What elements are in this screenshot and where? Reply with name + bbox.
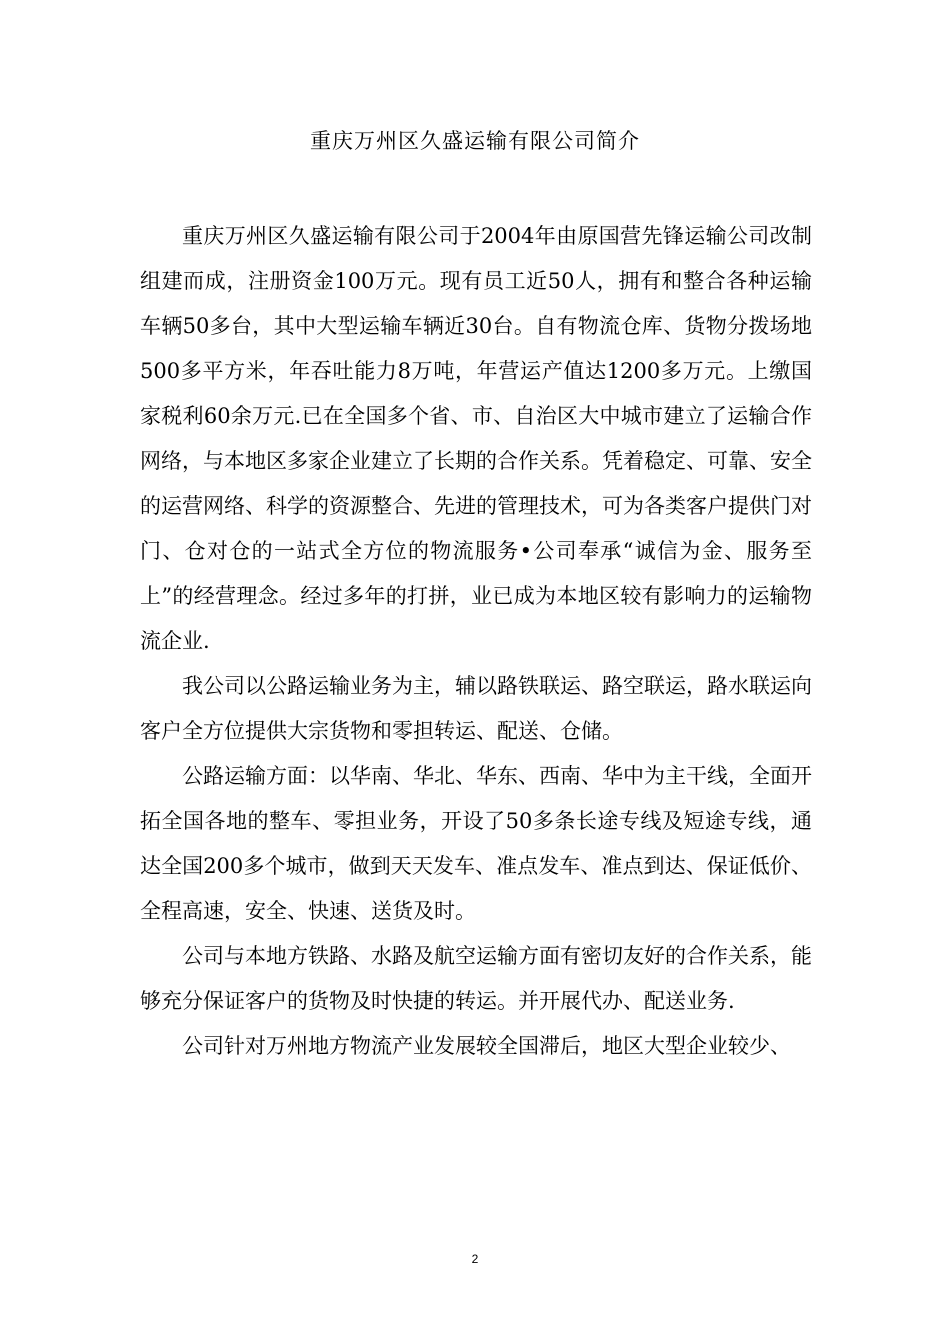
paragraph-business-scope: 我公司以公路运输业务为主，辅以路铁联运、路空联运，路水联运向客户全方位提供大宗货物和零担转运、配送、仓储。 xyxy=(140,674,812,743)
paragraph-local-logistics: 公司针对万州地方物流产业发展较全国滞后，地区大型企业较少、 xyxy=(182,1034,791,1058)
document-body xyxy=(140,214,812,1069)
paragraph-partnerships: 公司与本地方铁路、水路及航空运输方面有密切友好的合作关系，能够充分保证客户的货物及时快捷的转运。并开展代办、配送业务. xyxy=(140,944,812,1013)
paragraph-company-overview: 重庆万州区久盛运输有限公司于2004年由原国营先锋运输公司改制组建而成，注册资金100万元。现有员工近50人，拥有和整合各种运输车辆50多台，其中大型运输车辆近30台。自有物流仓库、货物分拨场地500多平方米，年吞吐能力8万吨，年营运产值达1200多万元。上缴国家税利60余万元.已在全国多个省、市、自治区大中城市建立了运输合作网络，与本地区多家企业建立了长期的合作关系。凭着稳定、可靠、安全的运营网络、科学的资源整合、先进的管理技术，可为各类客户提供门对门、仓对仓的一站式全方位的物流服务•公司奉承“诚信为金、服务至上”的经营理念。经过多年的打拼，业已成为本地区较有影响力的运输物流企业. xyxy=(140,224,812,653)
document-title: 重庆万州区久盛运输有限公司简介 xyxy=(310,129,640,153)
page-number: 2 xyxy=(471,1252,479,1266)
paragraph-road-transport: 公路运输方面：以华南、华北、华东、西南、华中为主干线，全面开拓全国各地的整车、零担业务，开设了50多条长途专线及短途专线，通达全国200多个城市，做到天天发车、准点发车、准点到达、保证低价、全程高速，安全、快速、送货及时。 xyxy=(140,764,812,923)
